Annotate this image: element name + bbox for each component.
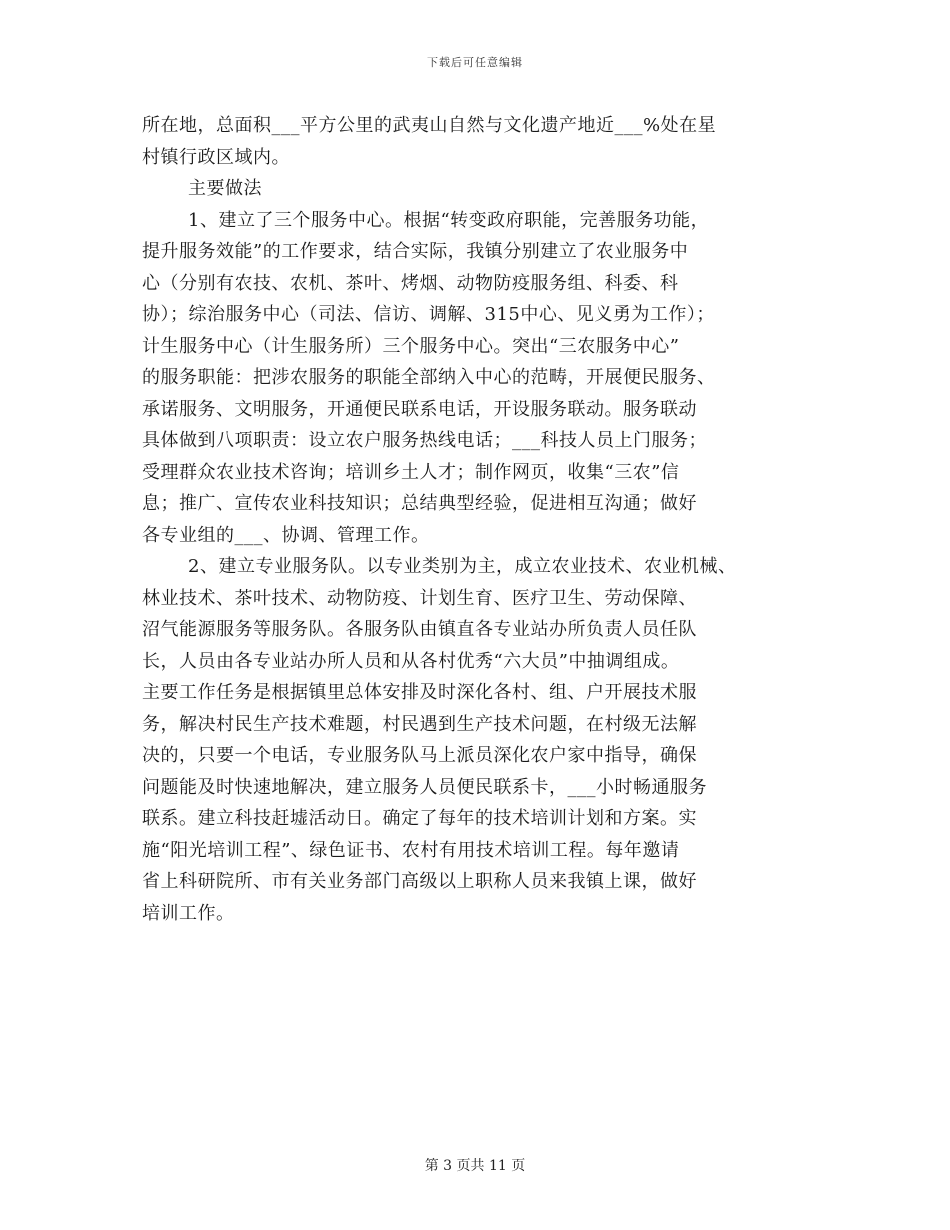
text-line: 联系。建立科技赶墟活动日。确定了每年的技术培训计划和方案。实: [142, 808, 697, 829]
document-body: [142, 110, 832, 929]
text-line: 所在地，总面积___平方公里的武夷山自然与文化遗产地近___%处在星: [142, 115, 717, 136]
text-line: 的服务职能：把涉农服务的职能全部纳入中心的范畴，开展便民服务、: [142, 367, 716, 388]
paragraph-start: 2、建立专业服务队。以专业类别为主，成立农业技术、农业机械、: [188, 556, 737, 577]
text-line: 问题能及时快速地解决，建立服务人员便民联系卡，___小时畅通服务: [142, 776, 707, 798]
text-line: 受理群众农业技术咨询；培训乡土人才；制作网页，收集“三农”信: [142, 461, 680, 483]
text-line: 省上科研院所、市有关业务部门高级以上职称人员来我镇上课，做好: [142, 871, 697, 892]
text-line: 各专业组的___、协调、管理工作。: [142, 524, 430, 546]
text-line: 培训工作。: [142, 902, 235, 924]
text-line: 协）；综治服务中心（司法、信访、调解、315中心、见义勇为工作）；: [142, 304, 715, 325]
text-line: 承诺服务、文明服务，开通便民联系电话，开设服务联动。服务联动: [142, 398, 697, 420]
paragraph-start: 1、建立了三个服务中心。根据“转变政府职能，完善服务功能，: [188, 209, 710, 231]
section-heading: 主要做法: [188, 178, 262, 199]
text-line: 施“阳光培训工程”、绿色证书、农村有用技术培训工程。每年邀请: [142, 839, 680, 861]
text-line: 沼气能源服务等服务队。各服务队由镇直各专业站办所负责人员任队: [142, 619, 697, 640]
text-line: 提升服务效能”的工作要求，结合实际，我镇分别建立了农业服务中: [142, 241, 689, 262]
text-line: 村镇行政区域内。: [142, 146, 290, 168]
text-line: 主要工作任务是根据镇里总体安排及时深化各村、组、户开展技术服: [142, 682, 697, 703]
text-line: 林业技术、茶叶技术、动物防疫、计划生育、医疗卫生、劳动保障、: [142, 587, 697, 609]
text-line: 息；推广、宣传农业科技知识；总结典型经验，促进相互沟通；做好: [142, 493, 697, 514]
text-line: 心（分别有农技、农机、茶叶、烤烟、动物防疫服务组、科委、科: [142, 272, 679, 294]
page-header: 下载后可任意编辑: [427, 56, 523, 69]
text-line: 具体做到八项职责：设立农户服务热线电话；___科技人员上门服务；: [142, 430, 707, 451]
text-line: 计生服务中心（计生服务所）三个服务中心。突出“三农服务中心”: [142, 335, 680, 357]
page-number: 第 3 页共 11 页: [424, 1158, 526, 1174]
text-line: 务，解决村民生产技术难题，村民遇到生产技术问题，在村级无法解: [142, 713, 697, 735]
text-line: 决的，只要一个电话，专业服务队马上派员深化农户家中指导，确保: [142, 745, 697, 766]
text-line: 长，人员由各专业站办所人员和从各村优秀“六大员”中抽调组成。: [142, 650, 680, 672]
